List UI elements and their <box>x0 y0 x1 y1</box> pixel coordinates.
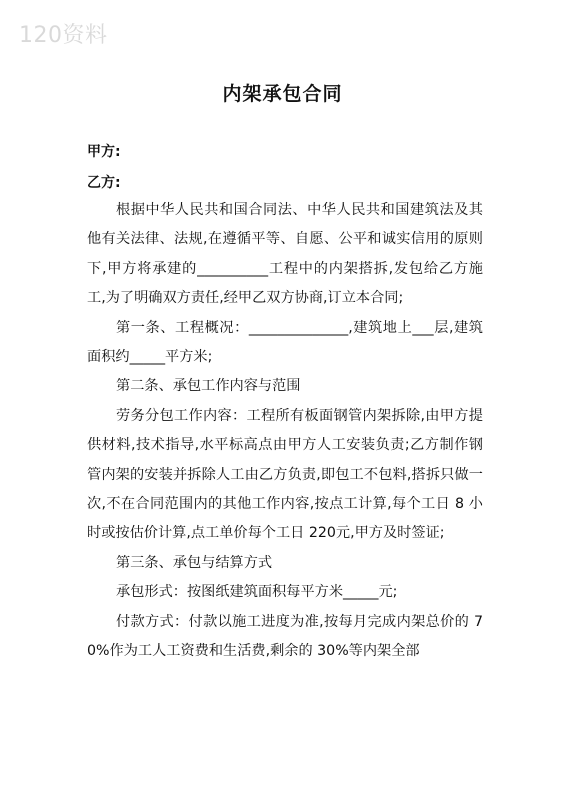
party-b-label: 乙方: <box>87 175 121 191</box>
paragraph-article-2-heading: 第二条、承包工作内容与范围 <box>116 378 301 395</box>
paragraph-payment-method: 付款方式：付款以施工进度为准,按每月完成内架总价的 70%作为工人工资费和生活费,剩余的 30%等内架全部 <box>87 613 483 660</box>
paragraph-article-1: 第一条、工程概况：______________,建筑地上___层,建筑面积约_____平方米; <box>87 319 483 366</box>
watermark: 120资料 <box>19 23 108 48</box>
paragraph-labor-scope: 劳务分包工作内容：工程所有板面钢管内架拆除,由甲方提供材料,技术指导,水平标高点由甲方人工安装负责;乙方制作钢管内架的安装并拆除人工由乙方负责,即包工不包料,搭拆只做一次,不在合同范围内的其他工作内容,按点工计算,每个工日 8 小时或按估价计算,点工单价每个工日 220元,甲方及时签证; <box>87 407 483 542</box>
paragraph-article-3-heading: 第三条、承包与结算方式 <box>116 554 273 571</box>
party-a-label: 甲方: <box>87 144 121 160</box>
document-title: 内架承包合同 <box>222 83 343 105</box>
paragraph-contract-form: 承包形式：按图纸建筑面积每平方米_____元; <box>116 584 398 601</box>
paragraph-preamble: 根据中华人民共和国合同法、中华人民共和国建筑法及其他有关法律、法规,在遵循平等、自愿、公平和诚实信用的原则下,甲方将承建的__________工程中的内架搭拆,发包给乙方施工,为了明确双方责任,经甲乙双方协商,订立本合同; <box>87 202 483 307</box>
contract-body <box>87 196 483 667</box>
